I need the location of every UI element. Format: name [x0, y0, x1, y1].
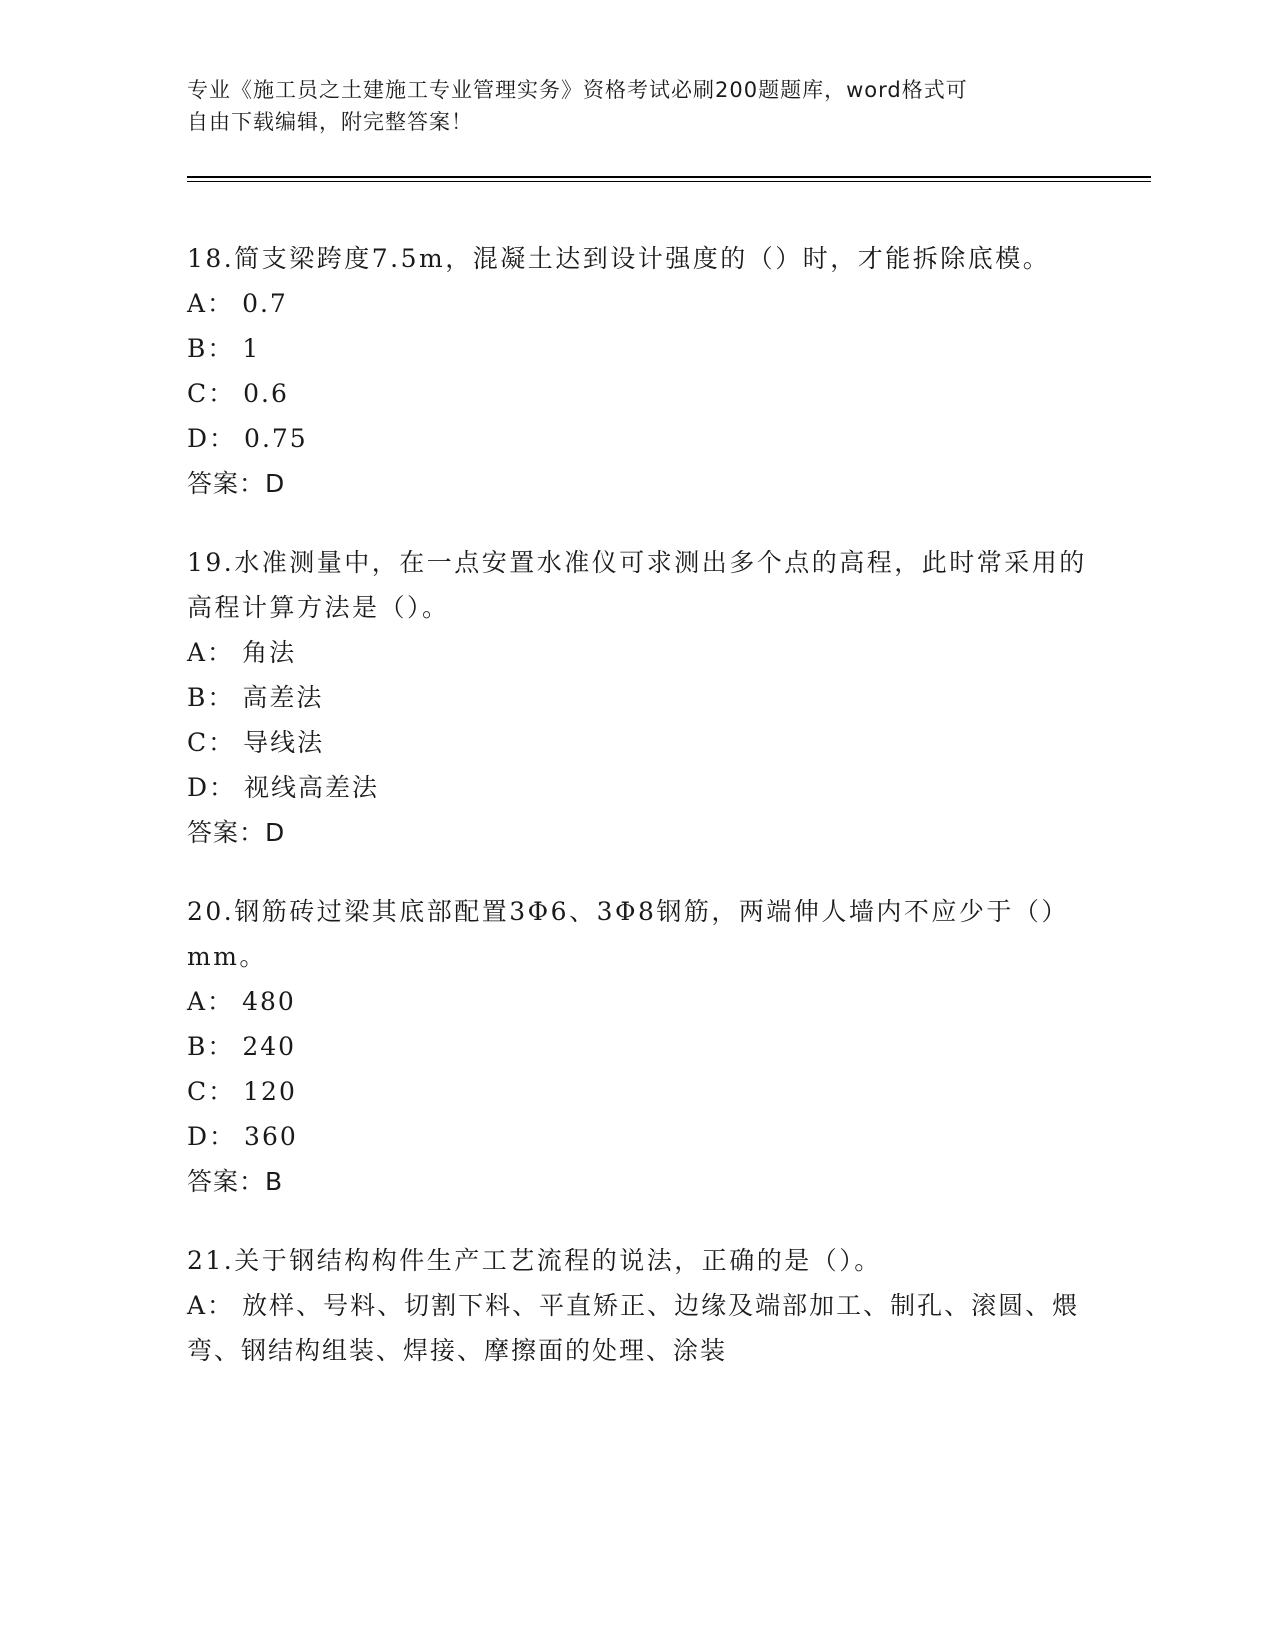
question-20 [187, 889, 1087, 1204]
option-key: B： [187, 683, 235, 712]
option-a [187, 281, 1087, 326]
option-text: 0.6 [243, 379, 289, 408]
option-text: 导线法 [243, 728, 325, 757]
option-d [187, 765, 1087, 810]
question-stem: 20.钢筋砖过梁其底部配置3Φ6、3Φ8钢筋，两端伸人墙内不应少于（）mm。 [187, 897, 1069, 971]
option-c [187, 720, 1087, 765]
question-stem: 19.水准测量中，在一点安置水准仪可求测出多个点的高程，此时常采用的高程计算方法是（）。 [187, 548, 1087, 622]
answer-line: 答案：D [187, 818, 286, 847]
option-key: D： [187, 773, 237, 802]
option-key: A： [187, 638, 235, 667]
option-b [187, 1024, 1087, 1069]
option-key: D： [187, 424, 237, 453]
option-key: A： [187, 1291, 235, 1320]
option-key: B： [187, 334, 235, 363]
question-stem: 18.简支梁跨度7.5m，混凝土达到设计强度的（）时，才能拆除底模。 [187, 244, 1051, 273]
answer-line: 答案：D [187, 469, 286, 498]
option-d [187, 1114, 1087, 1159]
header-line-1: 专业《施工员之土建施工专业管理实务》资格考试必刷200题题库，word格式可 [187, 78, 968, 102]
option-text: 角法 [242, 638, 297, 667]
option-d [187, 416, 1087, 461]
option-key: D： [187, 1122, 237, 1151]
option-key: B： [187, 1032, 235, 1061]
question-stem: 21.关于钢结构构件生产工艺流程的说法，正确的是（）。 [187, 1246, 882, 1275]
header-line-2: 自由下载编辑，附完整答案！ [187, 110, 473, 134]
question-list [187, 236, 1087, 1407]
option-key: C： [187, 728, 236, 757]
option-text: 240 [242, 1032, 297, 1061]
option-b [187, 326, 1087, 371]
option-text: 0.75 [244, 424, 308, 453]
option-a [187, 979, 1087, 1024]
option-key: C： [187, 1077, 236, 1106]
option-text: 0.7 [242, 289, 288, 318]
option-a [187, 630, 1087, 675]
document-header [187, 74, 1067, 138]
option-c [187, 1069, 1087, 1114]
option-c [187, 371, 1087, 416]
question-21 [187, 1238, 1087, 1373]
option-text: 120 [243, 1077, 297, 1106]
option-text: 480 [242, 987, 296, 1016]
option-a [187, 1283, 1087, 1373]
option-key: C： [187, 379, 236, 408]
option-key: A： [187, 987, 235, 1016]
option-text: 高差法 [242, 683, 324, 712]
header-rule-thick [187, 176, 1151, 178]
question-19 [187, 540, 1087, 855]
question-18 [187, 236, 1087, 506]
option-text: 放样、号料、切割下料、平直矫正、边缘及端部加工、制孔、滚圆、煨弯、钢结构组装、焊接、摩擦面的处理、涂装 [187, 1291, 1080, 1365]
answer-line: 答案：B [187, 1167, 284, 1196]
header-rule-thin [187, 181, 1151, 182]
option-text: 360 [244, 1122, 298, 1151]
option-text: 视线高差法 [244, 773, 380, 802]
option-b [187, 675, 1087, 720]
option-key: A： [187, 289, 235, 318]
option-text: 1 [242, 334, 261, 363]
